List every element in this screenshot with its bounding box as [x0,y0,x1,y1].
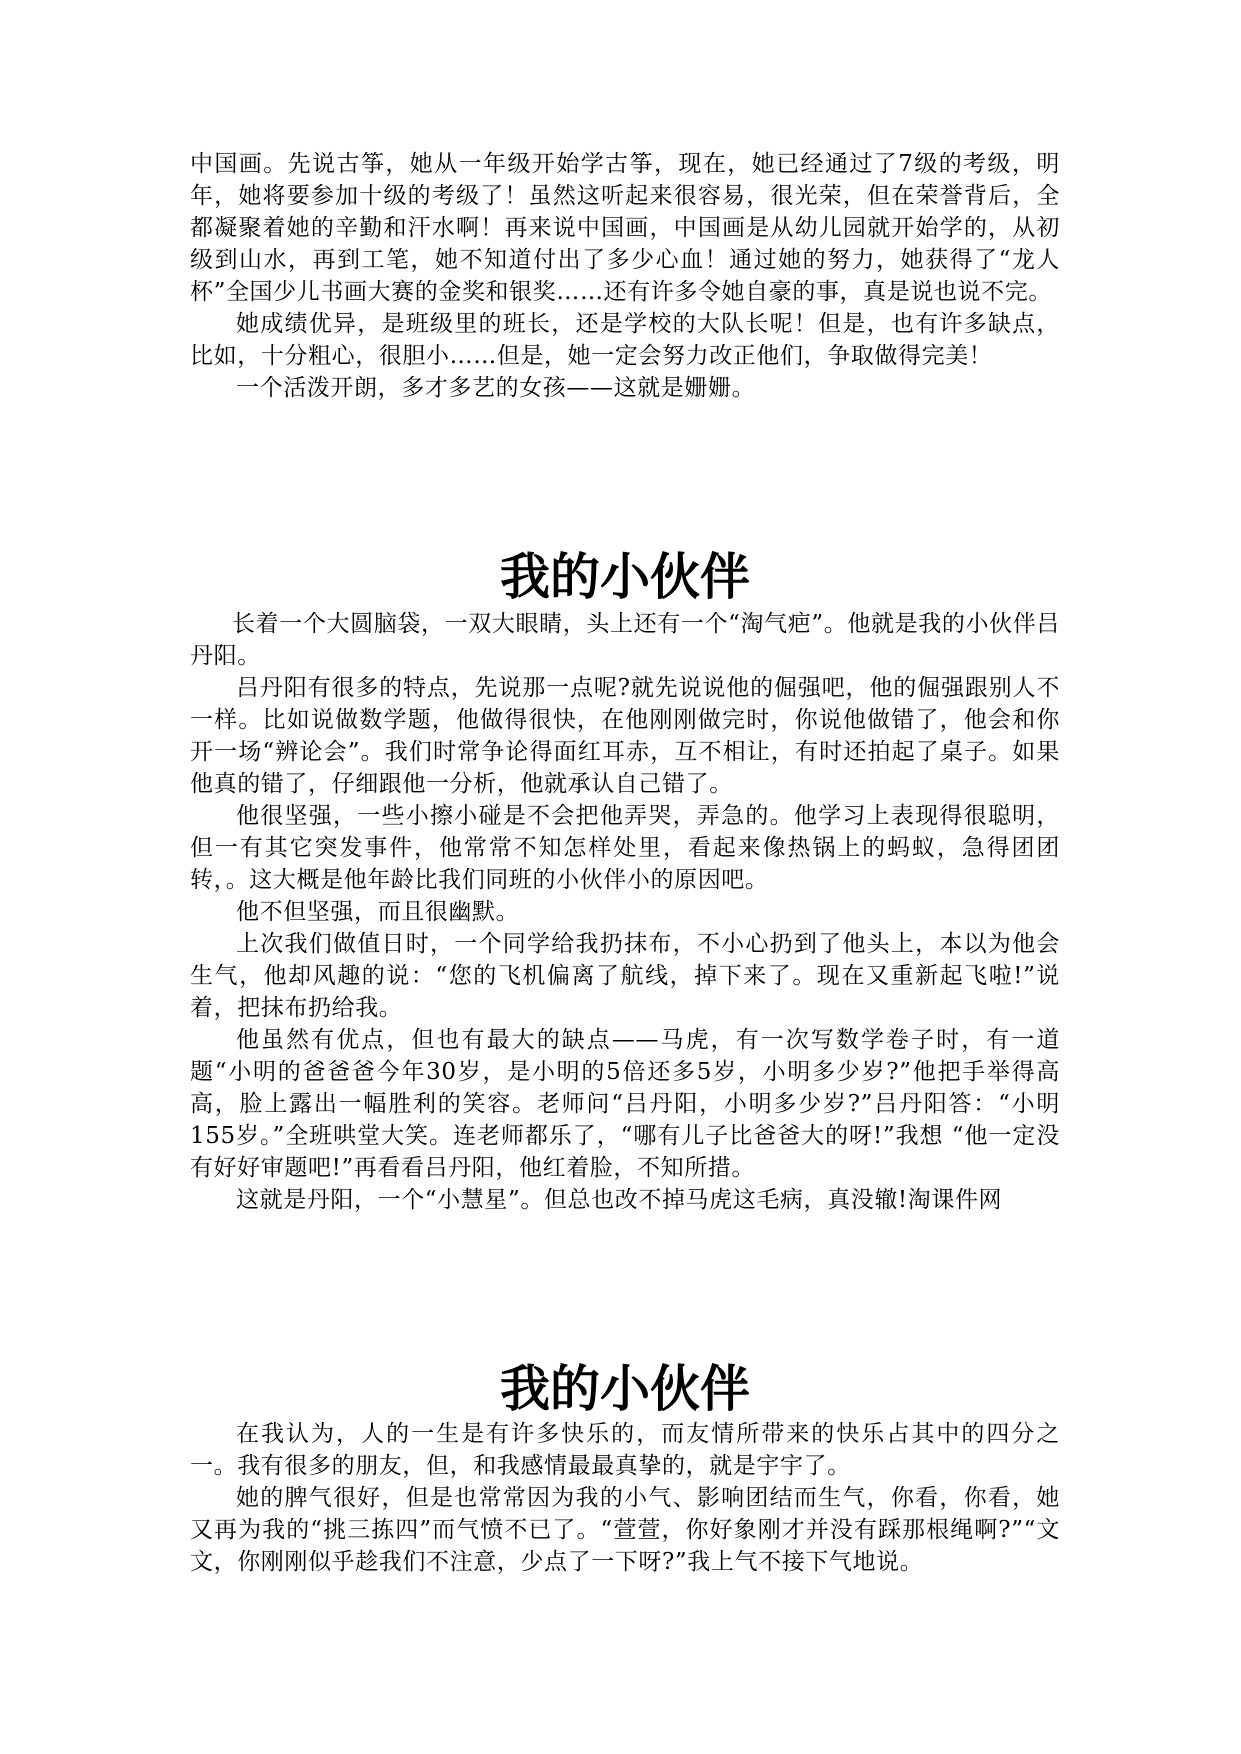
paragraph: 一个活泼开朗，多才多艺的女孩——这就是姗姗。 [236,375,756,401]
section-2-title: 我的小伙伴 [500,548,750,606]
paragraph: 她成绩优异，是班级里的班长，还是学校的大队长呢！但是，也有许多缺点，比如，十分粗心，很胆小……但是，她一定会努力改正他们，争取做得完美！ [190,311,1060,369]
paragraph: 在我认为，人的一生是有许多快乐的，而友情所带来的快乐占其中的四分之一。我有很多的朋友，但，和我感情最最真挚的，就是宇宇了。 [190,1421,1060,1479]
section-3-body [190,1418,1060,1578]
paragraph: 吕丹阳有很多的特点，先说那一点呢?就先说说他的倔强吧，他的倔强跟别人不一样。比如说做数学题，他做得很快，在他刚刚做完时，你说他做错了，他会和你开一场“辨论会”。我们时常争论得面红耳赤，互不相让，有时还拍起了桌子。如果他真的错了，仔细跟他一分析，他就承认自己错了。 [190,675,1060,797]
paragraph: 他不但坚强，而且很幽默。 [236,899,520,925]
section-1-body [190,148,1060,404]
paragraph: 这就是丹阳，一个“小慧星”。但总也改不掉马虎这毛病，真没辙!淘课件网 [236,1187,1003,1213]
section-2-body [190,608,1060,1216]
paragraph: 中国画。先说古筝，她从一年级开始学古筝，现在，她已经通过了7级的考级，明年，她将要参加十级的考级了！虽然这听起来很容易，很光荣，但在荣誉背后，全都凝聚着她的辛勤和汗水啊！再来说中国画，中国画是从幼儿园就开始学的，从初级到山水，再到工笔，她不知道付出了多少心血！通过她的努力，她获得了“龙人杯”全国少儿书画大赛的金奖和银奖……还有许多令她自豪的事，真是说也说不完。 [190,151,1060,305]
paragraph: 她的脾气很好，但是也常常因为我的小气、影响团结而生气，你看，你看，她又再为我的“挑三拣四”而气愤不已了。“萱萱，你好象刚才并没有踩那根绳啊?”“文文，你刚刚似乎趁我们不注意，少点了一下呀?”我上气不接下气地说。 [190,1485,1060,1575]
paragraph: 上次我们做值日时，一个同学给我扔抹布，不小心扔到了他头上，本以为他会生气，他却风趣的说：“您的飞机偏离了航线，掉下来了。现在又重新起飞啦!”说着，把抹布扔给我。 [190,931,1060,1021]
section-3-title: 我的小伙伴 [500,1360,750,1418]
paragraph: 他很坚强，一些小擦小碰是不会把他弄哭，弄急的。他学习上表现得很聪明，但一有其它突发事件，他常常不知怎样处里，看起来像热锅上的蚂蚁，急得团团转，。这大概是他年龄比我们同班的小伙伴小的原因吧。 [190,803,1060,893]
paragraph: 长着一个大圆脑袋，一双大眼睛，头上还有一个“淘气疤”。他就是我的小伙伴吕丹阳。 [190,611,1060,669]
paragraph: 他虽然有优点，但也有最大的缺点——马虎，有一次写数学卷子时，有一道题“小明的爸爸爸今年30岁，是小明的5倍还多5岁，小明多少岁?”他把手举得高高，脸上露出一幅胜利的笑容。老师问“吕丹阳，小明多少岁?”吕丹阳答：“小明155岁。”全班哄堂大笑。连老师都乐了，“哪有儿子比爸爸大的呀!”我想 “他一定没有好好审题吧!”再看看吕丹阳，他红着脸，不知所措。 [190,1027,1060,1181]
